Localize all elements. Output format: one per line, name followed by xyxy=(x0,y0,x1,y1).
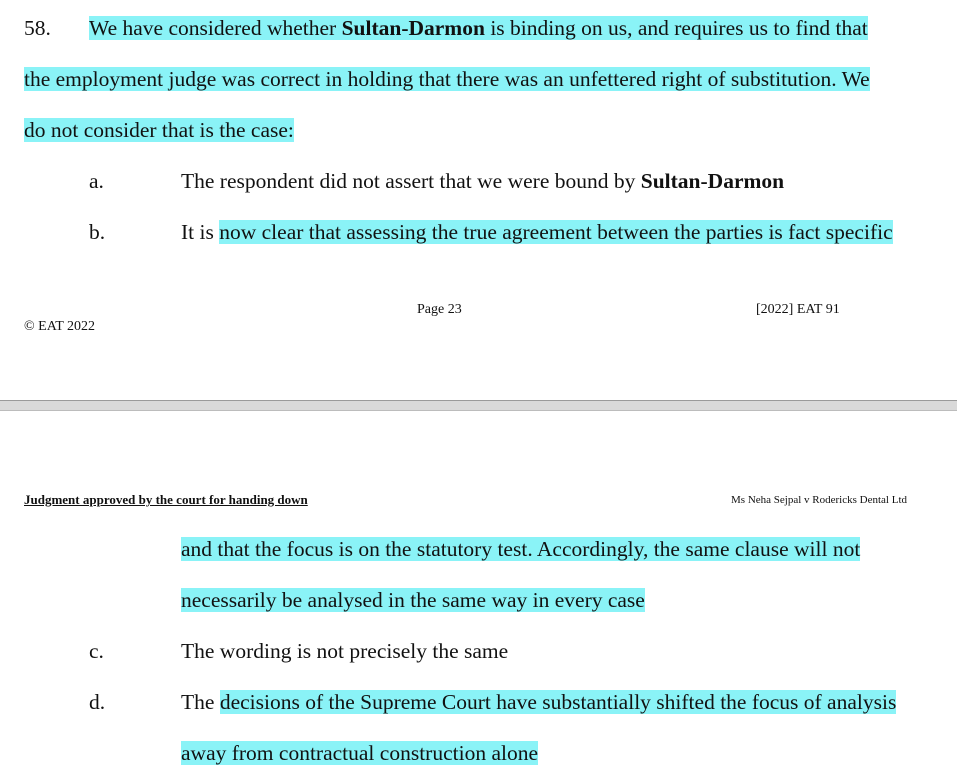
copyright-notice: © EAT 2022 xyxy=(24,319,96,334)
highlighted-text: the employment judge was correct in holding that there was an unfettered right of substitution. xyxy=(24,67,837,91)
page-number: Page 23 xyxy=(417,302,462,317)
list-item-d-line-2 xyxy=(181,740,538,766)
paragraph-58-line-1 xyxy=(89,15,868,41)
list-item-b: It is now clear that assessing the true agreement between the parties is fact specific xyxy=(181,220,893,244)
highlighted-text: necessarily be analysed in the same way in every case xyxy=(181,588,645,612)
highlighted-text: away from contractual construction alone xyxy=(181,741,538,765)
list-item-b-continued-line-1 xyxy=(181,536,860,562)
case-title-header: Ms Neha Sejpal v Rodericks Dental Ltd xyxy=(731,494,907,506)
list-letter-c: c. xyxy=(89,639,104,663)
list-letter-b: b. xyxy=(89,220,106,244)
case-name-sultan-darmon: Sultan-Darmon xyxy=(341,16,485,40)
list-item-c: The wording is not precisely the same xyxy=(181,639,509,663)
judgment-header: Judgment approved by the court for handing down xyxy=(24,492,308,507)
case-citation: [2022] EAT 91 xyxy=(756,302,840,317)
list-letter-a: a. xyxy=(89,169,104,193)
document-page-lower xyxy=(0,411,957,783)
list-letter-d: d. xyxy=(89,690,106,714)
highlighted-text: decisions of the Supreme Court have substantially shifted the focus of analysis xyxy=(219,690,897,714)
highlighted-text: and that the focus is on the statutory test. Accordingly, the same clause will not xyxy=(181,537,861,561)
paragraph-58-line-2: the employment judge was correct in holding that there was an unfettered right of substitution. We xyxy=(24,67,870,91)
case-name-sultan-darmon: Sultan-Darmon xyxy=(640,169,785,193)
highlighted-text: do not consider that is the case: xyxy=(24,118,294,142)
page-separator xyxy=(0,400,957,411)
paragraph-58-line-3 xyxy=(24,117,294,143)
paragraph-number: 58. xyxy=(24,16,51,40)
list-item-b-continued-line-2 xyxy=(181,587,645,613)
list-item-d-line-1: The decisions of the Supreme Court have substantially shifted the focus of analysis xyxy=(181,690,897,714)
highlighted-text: now clear that assessing the true agreement between the parties is fact specific xyxy=(219,220,893,244)
list-item-a: The respondent did not assert that we were bound by Sultan-Darmon xyxy=(181,169,785,193)
highlighted-text: We have considered whether Sultan-Darmon is binding on us, and requires us to find that xyxy=(89,16,868,40)
